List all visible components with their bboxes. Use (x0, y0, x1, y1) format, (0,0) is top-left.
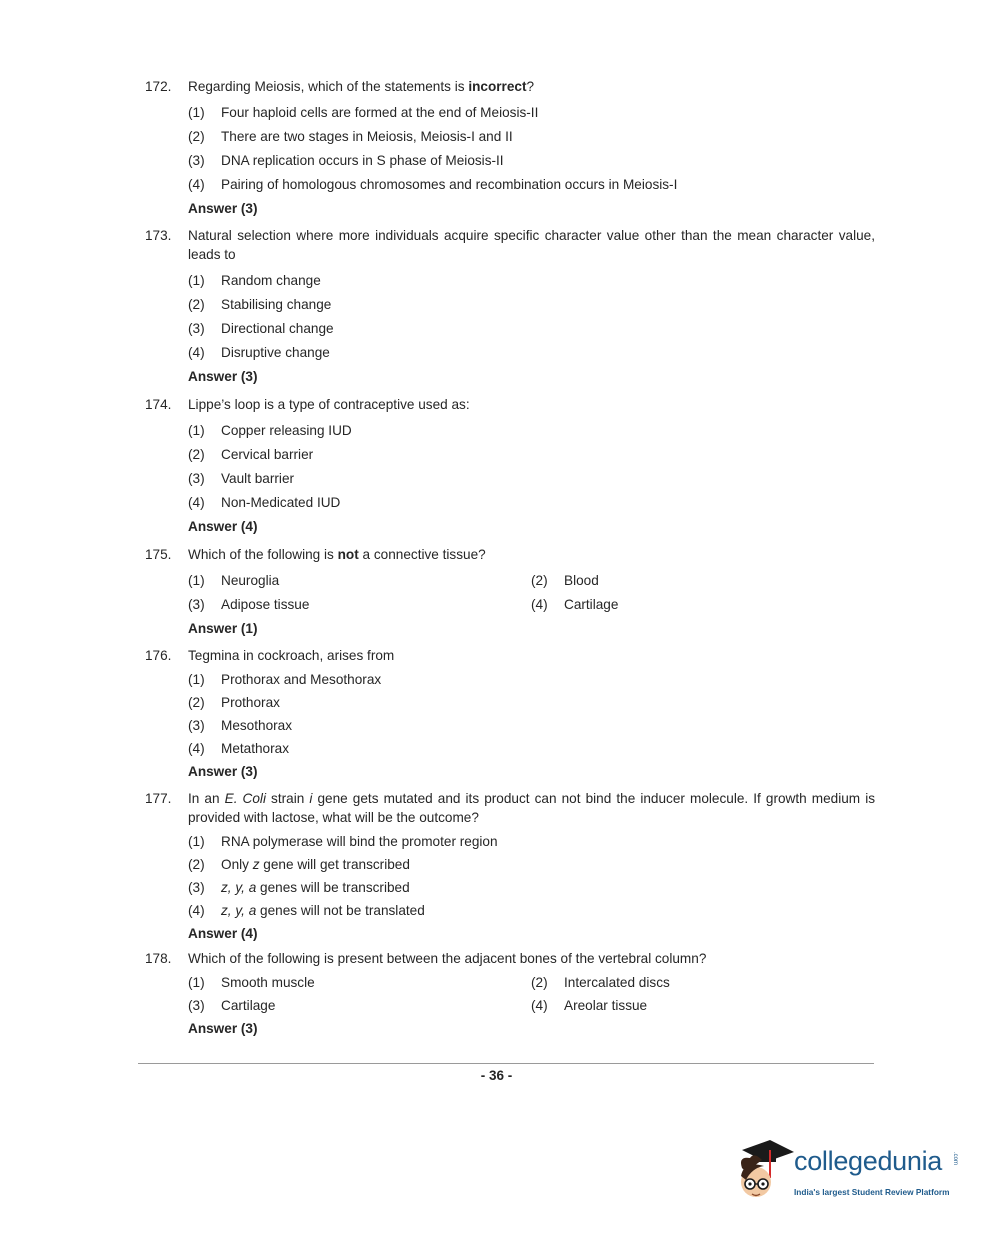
option-4: (4) Pairing of homologous chromosomes and recombination occurs in Meiosis-I (188, 177, 678, 192)
option-2: (2) Only z gene will get transcribed (188, 857, 410, 872)
option-2: (2) There are two stages in Meiosis, Meiosis-I and II (188, 129, 513, 144)
option-4: (4) Metathorax (188, 741, 290, 756)
question-174 (145, 395, 875, 539)
option-2: (2) Intercalated discs (531, 975, 670, 990)
question-text: Natural selection where more individuals acquire specific character value other than the mean character value, leads to (188, 228, 875, 262)
option-3: (3) Adipose tissue (188, 597, 310, 612)
question-number: 177. (145, 791, 172, 806)
option-1: (1) Random change (188, 273, 321, 288)
option-1: (1) Smooth muscle (188, 975, 315, 990)
option-4: (4) Cartilage (531, 597, 619, 612)
mascot-icon (734, 1138, 796, 1210)
option-3: (3) Directional change (188, 321, 334, 336)
question-number: 175. (145, 547, 172, 562)
collegedunia-logo (734, 1138, 964, 1210)
option-3: (3) z, y, a genes will be transcribed (188, 880, 410, 895)
footer-divider (138, 1063, 874, 1064)
question-number: 178. (145, 951, 172, 966)
question-text: Lippe’s loop is a type of contraceptive used as: (188, 397, 470, 412)
question-number: 173. (145, 228, 172, 243)
option-1: (1) RNA polymerase will bind the promoter region (188, 834, 498, 849)
question-text: Which of the following is present between the adjacent bones of the vertebral column? (188, 951, 707, 966)
answer: Answer (3) (188, 201, 258, 216)
answer: Answer (3) (188, 1021, 258, 1036)
option-3: (3) Cartilage (188, 998, 276, 1013)
question-173 (145, 226, 875, 389)
question-177 (145, 789, 875, 945)
option-3: (3) Vault barrier (188, 471, 295, 486)
question-text: Regarding Meiosis, which of the statements is incorrect? (188, 79, 535, 94)
logo-domain: .com (952, 1152, 958, 1166)
question-178 (145, 949, 875, 1040)
question-number: 176. (145, 648, 172, 663)
question-text: Which of the following is not a connective tissue? (188, 547, 486, 562)
question-175 (145, 545, 875, 641)
question-172 (145, 77, 875, 221)
answer: Answer (1) (188, 621, 258, 636)
answer: Answer (3) (188, 764, 258, 779)
option-2: (2) Blood (531, 573, 599, 588)
option-3: (3) DNA replication occurs in S phase of Meiosis-II (188, 153, 504, 168)
answer: Answer (4) (188, 926, 258, 941)
option-2: (2) Stabilising change (188, 297, 332, 312)
question-number: 174. (145, 397, 172, 412)
question-number: 172. (145, 79, 172, 94)
option-1: (1) Copper releasing IUD (188, 423, 352, 438)
answer: Answer (4) (188, 519, 258, 534)
option-1: (1) Prothorax and Mesothorax (188, 672, 382, 687)
logo-tagline: India's largest Student Review Platform (794, 1187, 950, 1197)
question-text: In an E. Coli strain i gene gets mutated and its product can not bind the inducer molecule. If growth medium is provided with lactose, what will be the outcome? (188, 791, 876, 825)
option-1: (1) Neuroglia (188, 573, 280, 588)
question-176 (145, 646, 875, 783)
option-4: (4) Non-Medicated IUD (188, 495, 341, 510)
page-number: - 36 - (480, 1068, 513, 1083)
option-2: (2) Prothorax (188, 695, 280, 710)
option-4: (4) z, y, a genes will not be translated (188, 903, 425, 918)
option-2: (2) Cervical barrier (188, 447, 314, 462)
answer: Answer (3) (188, 369, 258, 384)
option-4: (4) Disruptive change (188, 345, 330, 360)
option-3: (3) Mesothorax (188, 718, 293, 733)
question-text: Tegmina in cockroach, arises from (188, 648, 395, 663)
option-4: (4) Areolar tissue (531, 998, 648, 1013)
option-1: (1) Four haploid cells are formed at the end of Meiosis-II (188, 105, 539, 120)
logo-wordmark: collegedunia (794, 1146, 943, 1176)
